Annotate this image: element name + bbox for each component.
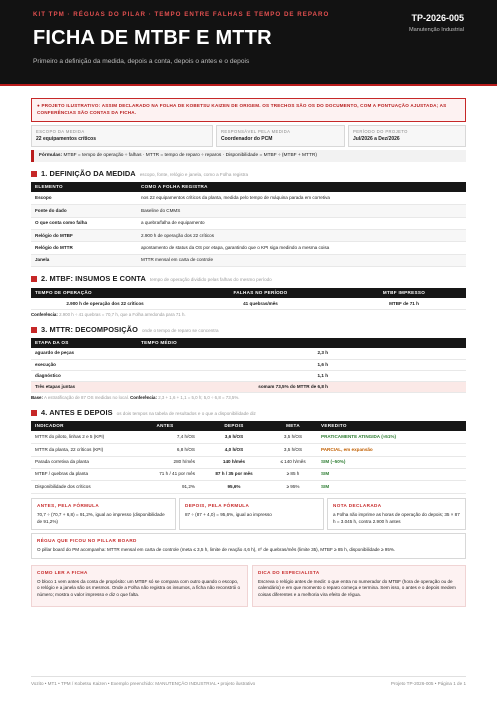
page-content [0,86,497,607]
section-marker-icon [31,171,37,177]
row-value: a quebra/falha de equipamento [137,217,466,229]
formulas-text: MTBF = tempo de operação ÷ falhas · MTTR = tempo de reparo ÷ reparos · Disponibilidade = MTBF ÷ (MTBF + MTTR) [63,152,317,158]
card-title: NOTA DECLARADA [333,502,382,508]
guidance-cards [31,565,466,607]
section-marker-icon [31,276,37,282]
mtbf-check-note [31,312,466,318]
verdict-cell: PRATICAMENTE ATINGIDA (≈51%) [317,431,466,443]
section-1-heading [31,169,466,179]
stage-time: 1,1 h [137,370,466,381]
meta-scope [31,125,213,147]
meta-period [348,125,466,147]
column-header: VEREDITO [317,421,466,431]
before-cell: 6,8 h/OS [131,444,199,456]
formulas-bar [31,150,466,162]
table-row [31,205,466,217]
illustrative-alert: ● PROJETO ILUSTRATIVO: ASSIM DECLARADO NA FOLHA DE KOBETSU KAIZEN DE ORIGEM. OS TRECHOS SÃO OS DO DOCUMENTO, COM A PONTUAÇÃO AJUSTADA; AS CONFERÊNCIAS SÃO CONTAS DA FICHA. [31,98,466,122]
column-header: ELEMENTO [31,182,137,192]
section-4-heading [31,408,466,418]
footer-right: Projeto TP-2026-005 • Página 1 de 1 [390,681,466,686]
after-cell: 95,6% [199,481,269,493]
table-row [31,359,466,370]
target-cell: ≥ 95% [269,481,317,493]
table-row [31,348,466,359]
header-kicker: KIT TPM · RÉGUAS DO PILAR · TEMPO ENTRE FALHAS E TEMPO DE REPARO [33,11,330,18]
stage-name: execução [31,359,137,370]
after-cell: 3,6 h/OS [199,431,269,443]
row-value: apontamento de status da OS por etapa, garantindo que o KPI siga medindo a mesma coisa [137,242,466,254]
section-hint: onde o tempo de reparo se concentra [141,327,219,333]
stage-time: 1,6 h [137,359,466,370]
stage-name: aguardo de peças [31,348,137,359]
column-header: DEPOIS [199,421,269,431]
meta-owner [216,125,345,147]
note-label: Base: [31,395,43,401]
doc-id-block [409,12,464,35]
section-marker-icon [31,327,37,333]
row-value: MTTR mensal em carta de controle [137,254,466,266]
column-header: COMO A FOLHA REGISTRA [137,182,466,192]
card-body: Escreva o relógio antes de medir: o que entra no numerador do MTBF (hora de operação ou de calendário) e em que momento o reparo começa e termina. Sem isso, o antes e o depois medem coisas diferentes e a melhoria vira efeito de régua. [258,578,456,598]
page-header [0,0,497,86]
page-subtitle: Primeiro a definição da medida, depois a conta, depois o antes e o depois [33,58,250,66]
note-label: Conferência: [31,311,58,317]
note-text: 2,3 + 1,6 + 1,1 = 5,0 h; 5,0 ÷ 6,8 = 73,5%. [158,395,240,401]
table-row [31,481,466,493]
total-value: somam 73,5% do MTTR de 6,8 h [137,381,466,392]
row-key: Fonte do dado [31,205,137,217]
section-3-heading [31,325,466,335]
card-title: COMO LER A FICHA [37,569,88,575]
operation-time-cell: 2.900 h de operação dos 22 críticos [31,298,179,309]
meta-label: ESCOPO DA MEDIDA [36,128,85,134]
target-cell: ≥ 85 h [269,468,317,480]
row-value: 2.900 h de operação dos 22 críticos [137,230,466,242]
row-key: O que conta como falha [31,217,137,229]
table-row [31,468,466,480]
definition-table [31,182,466,267]
card-body: a Folha não imprime as horas de operação do depois; 35 × 87 h = 3.045 h, contra 2.900 h antes [333,511,460,524]
table-row [31,431,466,443]
target-cell: 3,5 h/OS [269,431,317,443]
table-row [31,192,466,204]
target-cell: ≤ 140 h/mês [269,456,317,468]
column-header: ANTES [131,421,199,431]
meta-value: 22 equipamentos críticos [36,136,97,143]
row-value: nos 22 equipamentos críticos da planta, medida pelo tempo de máquina parada em corretiva [137,192,466,204]
meta-value: Jul/2026 a Dez/2026 [353,136,400,143]
before-cell: 280 h/mês [131,456,199,468]
after-formula-card [179,498,324,531]
table-row [31,254,466,266]
target-cell: 3,5 h/OS [269,444,317,456]
page-title: FICHA DE MTBF E MTTR [33,27,272,50]
section-marker-icon [31,410,37,416]
note-label: Conferência: [130,395,157,401]
formula-cards [31,498,466,531]
section-hint: os dois tempos na tabela de resultados e o que a disponibilidade diz [116,411,256,417]
card-title: RÉGUA QUE FICOU NO PILLAR BOARD [37,538,137,544]
footer-left: Vozito • MT1 • TPM / Kobetsu Kaizen • Exemplo preenchido: MANUTENÇÃO INDUSTRIAL • projeto ilustrativo [31,681,256,686]
column-header: FALHAS NO PERÍODO [179,288,342,298]
doc-department: Manutenção Industrial [408,27,464,34]
card-body: O pillar board do PM acompanha: MTTR mensal em carta de controle (meta ≤ 3,5 h, limite de reação 4,6 h), nº de quebras/mês (limite 35), MTBF ≥ 85 h, disponibilidade ≥ 95%. [37,547,396,553]
card-title: ANTES, PELA FÓRMULA [37,502,100,508]
indicator-cell: MTTR do piloto, linhas 2 e 5 (KPI) [31,431,131,443]
table-row [31,298,466,309]
meta-label: RESPONSÁVEL PELA MEDIDA [221,128,291,134]
stage-name: diagnóstico [31,370,137,381]
expert-tip-card [252,565,466,607]
indicator-cell: Parada corretiva da planta [31,456,131,468]
mtbf-cell: MTBF de 71 h [342,298,466,309]
before-cell: 91,2% [131,481,199,493]
card-title: DEPOIS, PELA FÓRMULA [185,502,250,508]
meta-value: Coordenador do PCM [221,136,273,143]
table-row [31,444,466,456]
section-hint: escopo, fonte, relógio e janela, como a Folha registra [139,172,249,178]
column-header: INDICADOR [31,421,131,431]
mtbf-inputs-table [31,288,466,310]
declared-note-card [327,498,466,531]
indicator-cell: Disponibilidade dos críticos [31,481,131,493]
section-title: 1. DEFINIÇÃO DA MEDIDA [41,169,136,179]
card-body: O bloco 1 vem antes da conta de propósito: um MTBF só se compara com outro quando o escopo, o relógio e a janela são os mesmos. Onde a Folha não registra os insumos, a ficha não reconstrói o número; mostra o valor impresso e diz o que falta. [37,578,241,598]
after-cell: 140 h/mês [199,456,269,468]
note-text: A estratificação de 87 OS medidas no local. [43,395,129,401]
table-row [31,217,466,229]
section-hint: tempo de operação dividido pelas falhas do mesmo período [149,277,272,283]
formulas-label: Fórmulas: [39,152,63,158]
card-body: 87 ÷ (87 + 4,0) = 95,6%, igual ao impresso [185,511,272,517]
column-header: META [269,421,317,431]
pillar-board-box [31,533,466,558]
section-title: 2. MTBF: INSUMOS E CONTA [41,274,146,284]
before-cell: 71 h / 41 por mês [131,468,199,480]
column-header: TEMPO DE OPERAÇÃO [31,288,179,298]
column-header: TEMPO MÉDIO [137,338,466,348]
total-label: Três etapas juntas [31,381,137,392]
before-formula-card [31,498,176,531]
indicator-cell: MTTR da planta, 22 críticos (KPI) [31,444,131,456]
verdict-cell: SIM [317,468,466,480]
total-row [31,381,466,392]
column-header: ETAPA DA OS [31,338,137,348]
meta-label: PERÍODO DO PROJETO [353,128,408,134]
verdict-cell: SIM (−50%) [317,456,466,468]
card-body: 70,7 ÷ (70,7 + 6,8) = 91,2%, igual ao impresso (disponibilidade de 91,2%) [37,511,165,524]
doc-code: TP-2026-005 [411,13,464,23]
table-row [31,456,466,468]
row-key: Janela [31,254,137,266]
section-2-heading [31,274,466,284]
failures-cell: 41 quebras/mês [179,298,342,309]
before-cell: 7,4 h/OS [131,431,199,443]
section-title: 3. MTTR: DECOMPOSIÇÃO [41,324,138,334]
page-footer [31,676,466,687]
table-row [31,370,466,381]
indicator-cell: MTBF / quebras da planta [31,468,131,480]
verdict-cell: PARCIAL, em expansão [317,444,466,456]
table-row [31,230,466,242]
before-after-table [31,421,466,494]
stage-time: 2,3 h [137,348,466,359]
section-title: 4. ANTES E DEPOIS [41,408,113,418]
mttr-base-note [31,395,466,401]
verdict-cell: SIM [317,481,466,493]
meta-row [31,125,466,147]
how-to-read-card [31,565,248,607]
note-text: 2.900 h ÷ 41 quebras = 70,7 h, que a Folha arredonda para 71 h. [59,311,186,317]
column-header: MTBF IMPRESSO [342,288,466,298]
after-cell: 87 h / 35 por mês [199,468,269,480]
row-value: Baseline do CMMS [137,205,466,217]
row-key: Escopo [31,192,137,204]
row-key: Relógio do MTTR [31,242,137,254]
card-title: DICA DO ESPECIALISTA [258,569,320,575]
after-cell: 4,0 h/OS [199,444,269,456]
table-row [31,242,466,254]
row-key: Relógio do MTBF [31,230,137,242]
mttr-breakdown-table [31,338,466,393]
